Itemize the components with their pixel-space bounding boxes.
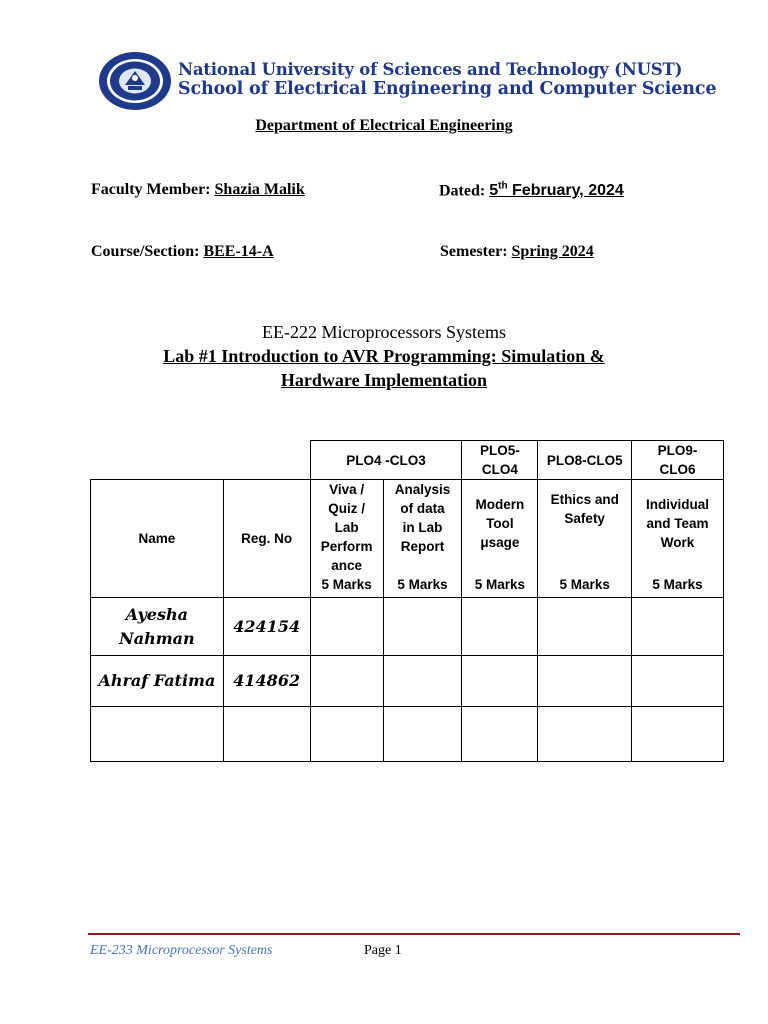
page-number: Page 1 bbox=[364, 943, 402, 958]
faculty-label: Faculty Member: bbox=[91, 181, 211, 198]
course-line bbox=[91, 243, 274, 261]
marks-cell[interactable] bbox=[462, 656, 538, 707]
criteria-cell bbox=[632, 480, 723, 597]
group-header: PLO4 -CLO3 bbox=[310, 441, 462, 480]
criteria-cell bbox=[462, 480, 537, 597]
dated-label: Dated: bbox=[439, 182, 486, 200]
marks-cell[interactable] bbox=[632, 656, 724, 707]
school-name: School of Electrical Engineering and Computer Science bbox=[178, 79, 717, 99]
course-label: Course/Section: bbox=[91, 243, 200, 260]
criteria-cell bbox=[384, 480, 462, 597]
university-name: National University of Sciences and Technology (NUST) bbox=[178, 60, 683, 79]
group-header: PLO8-CLO5 bbox=[538, 441, 632, 480]
faculty-value: Shazia Malik bbox=[214, 181, 305, 198]
semester-value: Spring 2024 bbox=[511, 243, 594, 260]
criteria-marks: 5 Marks bbox=[652, 577, 703, 592]
dated-rest: February, 2024 bbox=[507, 182, 624, 200]
footer-course: EE-233 Microprocessor Systems bbox=[90, 943, 273, 958]
marks-cell[interactable] bbox=[632, 598, 724, 656]
student-reg: 414862 bbox=[223, 656, 310, 707]
course-title: EE-222 Microprocessors Systems bbox=[262, 322, 506, 342]
marks-cell[interactable] bbox=[538, 707, 632, 762]
lab-titles bbox=[0, 320, 768, 392]
assessment-table bbox=[90, 440, 724, 762]
criteria-cell bbox=[311, 480, 383, 597]
column-header-reg: Reg. No bbox=[223, 480, 310, 598]
table-row bbox=[91, 656, 724, 707]
criteria-cell bbox=[538, 480, 631, 597]
course-value: BEE-14-A bbox=[203, 243, 274, 260]
criteria-marks: 5 Marks bbox=[474, 577, 526, 592]
marks-cell[interactable] bbox=[383, 707, 462, 762]
criteria-marks: 5 Marks bbox=[559, 577, 610, 592]
criteria-label: Individual and Team Work bbox=[646, 497, 710, 550]
group-header-row bbox=[91, 441, 724, 480]
group-header: PLO9- CLO6 bbox=[632, 441, 724, 480]
faculty-line bbox=[91, 181, 305, 199]
criteria-label: Analysis of data in Lab Report bbox=[394, 482, 451, 554]
student-name bbox=[91, 707, 224, 762]
criteria-label: Ethics and Safety bbox=[550, 492, 619, 526]
department-title: Department of Electrical Engineering bbox=[255, 117, 513, 134]
criteria-label: Viva / Quiz / Lab Perform ance bbox=[320, 482, 373, 573]
student-name: Ayesha Nahman bbox=[91, 598, 224, 656]
table-row bbox=[91, 707, 724, 762]
blank-cell bbox=[91, 441, 311, 480]
marks-cell[interactable] bbox=[383, 656, 462, 707]
student-reg: 424154 bbox=[223, 598, 310, 656]
criteria-label: Modern Tool μsage bbox=[475, 497, 525, 550]
group-header: PLO5- CLO4 bbox=[462, 441, 538, 480]
column-header-name: Name bbox=[91, 480, 224, 598]
dated-sup: th bbox=[498, 181, 508, 192]
nust-crest-logo bbox=[98, 51, 172, 111]
lab-title-line1: Lab #1 Introduction to AVR Programming: Simulation & bbox=[163, 346, 605, 366]
marks-cell[interactable] bbox=[632, 707, 724, 762]
student-reg bbox=[223, 707, 310, 762]
dated-day: 5 bbox=[489, 182, 499, 200]
marks-cell[interactable] bbox=[383, 598, 462, 656]
dated-value bbox=[489, 182, 624, 199]
footer-rule bbox=[88, 933, 740, 935]
student-name: Ahraf Fatima bbox=[91, 656, 224, 707]
criteria-marks: 5 Marks bbox=[397, 577, 448, 592]
lab-title-line2: Hardware Implementation bbox=[280, 370, 488, 390]
marks-cell[interactable] bbox=[462, 598, 538, 656]
criteria-header-row bbox=[91, 480, 724, 598]
marks-cell[interactable] bbox=[310, 707, 383, 762]
marks-cell[interactable] bbox=[310, 598, 383, 656]
marks-cell[interactable] bbox=[462, 707, 538, 762]
semester-label: Semester: bbox=[440, 243, 508, 260]
table-row bbox=[91, 598, 724, 656]
marks-cell[interactable] bbox=[538, 656, 632, 707]
criteria-marks: 5 Marks bbox=[321, 577, 372, 592]
dated-line bbox=[439, 181, 624, 200]
semester-line bbox=[440, 243, 594, 261]
marks-cell[interactable] bbox=[538, 598, 632, 656]
marks-cell[interactable] bbox=[310, 656, 383, 707]
